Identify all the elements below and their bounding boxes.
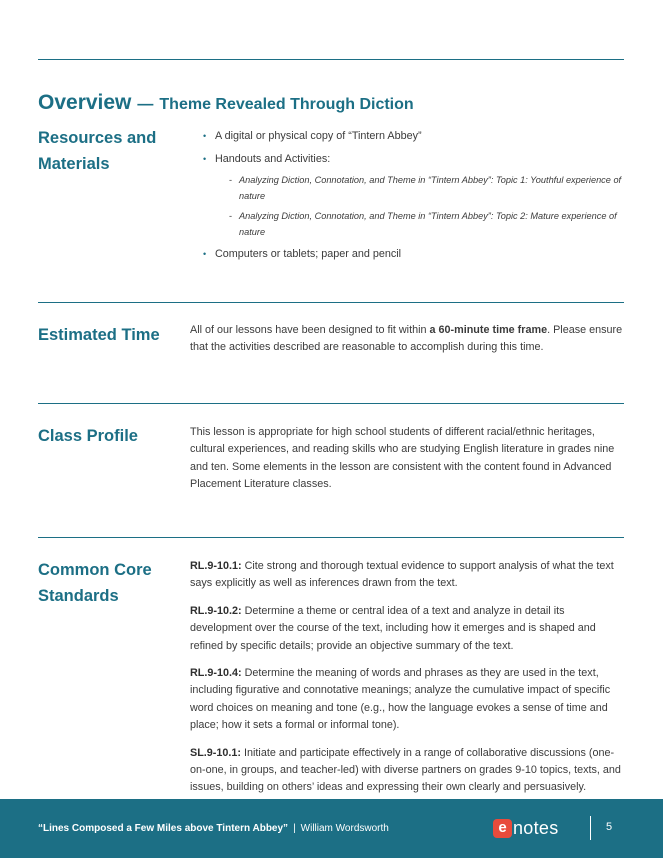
list-item-label: Handouts and Activities: [215, 153, 331, 165]
page-number: 5 [606, 821, 613, 833]
resources-heading-line2: Materials [38, 155, 110, 173]
title-dash: — [137, 96, 154, 113]
standard-code: RL.9-10.2: [190, 604, 242, 617]
list-item: • A digital or physical copy of “Tintern Abbey” [203, 128, 623, 145]
class-profile-heading: Class Profile [38, 427, 138, 445]
standards-heading-line1: Common Core [38, 561, 152, 579]
standard-text: Initiate and participate effectively in a range of collaborative discussions (one-on-one, in groups, and teacher-led) with diverse partners on grades 9-10 topics, texts, and issues, building on others’ ideas and expressing their own clearly and persuasively. [190, 746, 621, 794]
standards-heading [38, 557, 152, 609]
time-frame-emphasis: a 60-minute time frame [429, 324, 548, 336]
standards-list [190, 558, 626, 807]
footer-separator: | [293, 823, 296, 834]
sublist-item: - Analyzing Diction, Connotation, and Theme in “Tintern Abbey”: Topic 2: Mature experience of nature [229, 208, 623, 240]
standard-text: Cite strong and thorough textual evidence to support analysis of what the text says explicitly as well as inferences drawn from the text. [190, 560, 614, 590]
section-divider [38, 403, 624, 404]
sublist-item: - Analyzing Diction, Connotation, and Theme in “Tintern Abbey”: Topic 1: Youthful experience of nature [229, 172, 623, 204]
resources-heading-line1: Resources and [38, 129, 157, 147]
work-title: “Lines Composed a Few Miles above Tintern Abbey” [38, 823, 289, 834]
estimated-time-text-part: . Please ensure that the activities described are reasonable to accomplish during this time. [190, 324, 623, 354]
handouts-sublist [229, 172, 623, 240]
section-divider [38, 537, 624, 538]
list-item: • Computers or tablets; paper and pencil [203, 246, 623, 263]
standard-text: Determine a theme or central idea of a text and analyze in detail its development over the course of the text, including how it emerges and is shaped and refined by specific details; provide an objective summary of the text. [190, 604, 596, 652]
standards-heading-line2: Standards [38, 587, 119, 605]
overview-subtitle: Theme Revealed Through Diction [159, 96, 414, 113]
top-rule [38, 59, 624, 60]
page-footer [0, 799, 663, 858]
author-name: William Wordsworth [300, 823, 389, 834]
standard-code: RL.9-10.4: [190, 667, 242, 680]
resources-list [203, 128, 623, 269]
estimated-time-text-part: All of our lessons have been designed to fit within [190, 324, 430, 336]
class-profile-text: This lesson is appropriate for high school students of different racial/ethnic heritages, cultural experiences, and reading skills who are studying English literature in grades nine and ten. Some elements in the lesson are consistent with the content found in Advanced Placement Literature classes. [190, 426, 615, 491]
standard-code: SL.9-10.1: [190, 746, 242, 759]
footer-divider [590, 816, 591, 840]
page-title [38, 80, 414, 117]
standard-item [190, 665, 626, 735]
estimated-time-text [190, 322, 626, 357]
logo-e-icon: e [493, 819, 512, 838]
standard-item [190, 603, 626, 655]
standard-code: RL.9-10.1: [190, 560, 242, 572]
standard-item [190, 745, 626, 797]
footer-citation [38, 823, 389, 834]
standard-text: Determine the meaning of words and phrases as they are used in the text, including figurative and connotative meanings; analyze the cumulative impact of specific word choices on meaning and tone (e.g., how the language evokes a sense of time and place; how it sets a formal or informal tone). [190, 667, 611, 732]
section-divider [38, 302, 624, 303]
standard-item [190, 558, 626, 593]
overview-title: Overview [38, 91, 132, 114]
enotes-logo [493, 817, 559, 839]
estimated-time-heading: Estimated Time [38, 326, 160, 344]
resources-heading [38, 125, 156, 177]
logo-wordmark: notes [513, 817, 559, 838]
list-item [203, 151, 623, 240]
